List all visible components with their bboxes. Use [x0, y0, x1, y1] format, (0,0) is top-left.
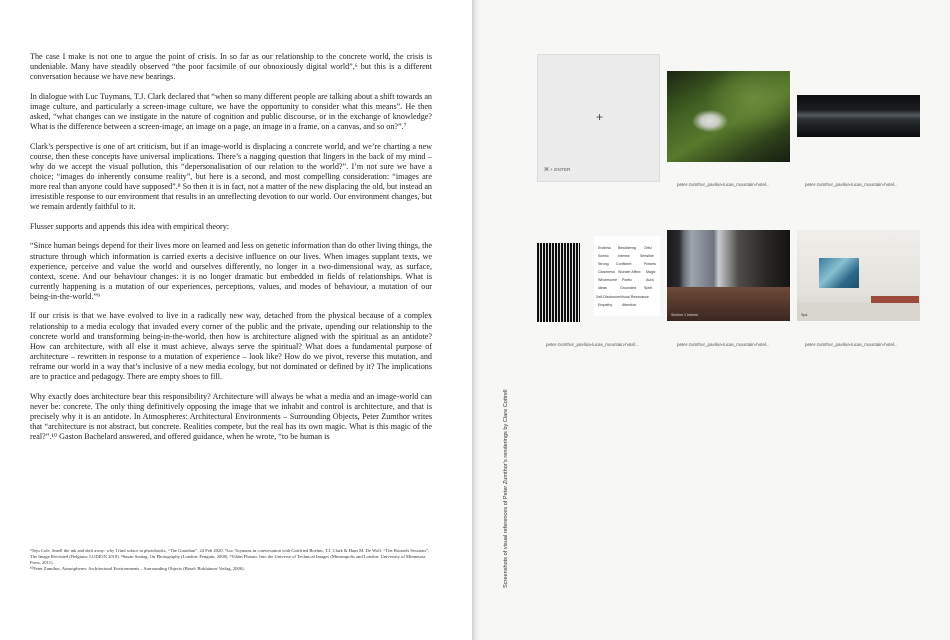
image-caption: peter-zumthor_pavlina-lucas_mountain-hotel... [805, 342, 898, 347]
paragraph: The case I make is not one to argue the point of crisis. In so far as our relationship to the concrete world, the crisis is undeniable. Many have steadily observed “the poor facsimile of our obnoxiously digital world”,⁶ but this is a different conversation because we have new bearings. [30, 52, 432, 82]
image-caption: peter-zumthor_pavlina-lucas_mountain-hotel... [805, 182, 898, 187]
paragraph: Flusser supports and appends this idea with empirical theory: [30, 221, 230, 231]
paragraph: Why exactly does architecture bear this responsibility? Architecture will always be what a media and an image-world can never be: concrete. The only thing definitively opposing the image that we inhabit and control is architecture, and that is precisely why it is an antidote. In Atmospheres: Architectural Environments – Surrounding Objects, Peter Zumthor writes that “architecture is not abstract, but concrete. Realities compete, but the real has its own magic. What is this magic of the real?”.¹⁰ Gaston Bachelard answered, and offered guidance, when he wrote, “to be human is [30, 391, 432, 441]
keyboard-shortcut-label: ⌘ + ENTER [544, 168, 571, 173]
diagram-word: Spirit [644, 286, 653, 290]
diagram-word: Ideas [598, 286, 607, 290]
footnote: ⁶Teju Cole, Smell the ink and drift away: why I find solace in photobooks, “The Guardian”, 24 Feb 2020. ⁷Luc Tuymans in conversation with Gottfried Boehm, T.J. Clark & Hans M. De Wolf, “The Brussels Sessions”, The Image Revisited (Belgium: LUDION 2018). ⁸Susan Sontag, On Photography (London: Penguin, 2008). ⁹Vilém Flusser, Into the Universe of Technical Images (Minneapolis and London: University of Minnesota Press, 2011). [30, 548, 430, 566]
diagram-word: Aura [646, 278, 654, 282]
tile-label: Section 1 Interior [671, 313, 699, 317]
image-mountain-aerial[interactable] [667, 71, 790, 162]
diagram-word: Attention [622, 303, 637, 307]
footnote: ¹⁰Peter Zumthor, Atmospheres: Architectural Environments – Surrounding Objects (Basel: Birkhäuser Verlag, 2006). [30, 566, 245, 572]
paragraph: If our crisis is that we have evolved to live in a radically new way, detached from the physical because of a complex relationship to a media ecology that invaded every corner of the public and the private, upending our relationship to the concrete world and transforming being-in-the-world, then how is architecture aligned with the spiritual as an antidote? How can architecture, with all else it must achieve, always serve the spiritual? What does a fundamental purpose of architecture – rewritten in response to a mutation of experience – look like? How do we pivot, reverse this mutation, and reframe our world in a way that’s inclusive of a new media ecology, but not dominated or defined by it? The implications are to practice and pedagogy. There are empty shoes to fill. [30, 311, 432, 382]
diagram-word: Closeness [598, 270, 615, 274]
image-vertical-lines[interactable] [537, 243, 580, 322]
window [819, 258, 859, 288]
add-image-placeholder[interactable] [537, 54, 660, 182]
image-interior-dark[interactable] [667, 230, 790, 321]
diagram-word: Sensible [640, 254, 654, 258]
diagram-word: Confident [616, 262, 632, 266]
image-word-diagram[interactable] [594, 236, 660, 316]
paragraph: Clark’s perspective is one of art criticism, but if an image-world is displacing a concrete world, and we’re charting a new course, then these concepts have universal implications. There’s a nagging question that lingers in the back of my mind – why do we accept the visual pollution, this “depersonalisation of our relation to the world?”. I’m not sure we have a choice; “images do inherently consume reality”, but here is a second, and most compelling consideration: “images are more real than anyone could have supposed”.⁸ So then it is in fact, not a matter of the new displacing the old, but instead an irresistible response to our environment that results in an unreflecting devotion to our world. Our environment changes, but we remain ardently faithful to it. [30, 141, 432, 212]
diagram-word: Powers [644, 262, 656, 266]
diagram-word: Self-Disclosure [596, 295, 621, 299]
diagram-word: Visual Resonance [620, 295, 649, 299]
diagram-word: Wholesome [598, 278, 617, 282]
image-caption: peter-zumthor_pavlina-lucas_mountain-hotel... [677, 342, 770, 347]
step [797, 303, 920, 321]
diagram-word: Poetic [622, 278, 632, 282]
diagram-word: Empathy [598, 303, 613, 307]
book-gutter [472, 0, 480, 640]
diagram-word: Endless [598, 246, 611, 250]
diagram-word: Intense [618, 254, 630, 258]
diagram-word: Magic [646, 270, 656, 274]
body-text [30, 52, 432, 452]
diagram-word: Strong [598, 262, 609, 266]
plus-icon[interactable]: + [596, 110, 604, 124]
image-caption: peter-zumthor_pavlina-lucas_mountain-hotel... [546, 342, 639, 347]
diagram-word: Wonder Affect [618, 270, 641, 274]
diagram-word: Grounded [620, 286, 636, 290]
image-caption: peter-zumthor_pavlina-lucas_mountain-hotel... [677, 182, 770, 187]
image-interior-light[interactable] [797, 230, 920, 321]
image-mountain-night[interactable] [797, 95, 920, 137]
tile-label: Spa [801, 313, 808, 317]
paragraph: In dialogue with Luc Tuymans, T.J. Clark declared that “when so many different people are talking about a shift towards an image culture, and particularly a screen-image culture, we have the opportunity to consider what this means”. He then asked, “what changes can we instigate in the nature of cognition and public discourse, or in the exchange of knowledge? What is the difference between a screen-image, an image on a page, an image in a frame, on a canvas, and so on?”.⁷ [30, 91, 432, 132]
left-page [0, 0, 472, 640]
vertical-caption: Screenshots of visual references of Peter Zumthor’s renderings by Clare Cottrell [503, 389, 509, 588]
diagram-word: Bewilderng [618, 246, 636, 250]
diagram-word: Scenic [598, 254, 609, 258]
footnotes [30, 548, 432, 572]
quote-paragraph: “Since human beings depend for their lives more on learned and less on genetic information than do other living things, the structure through which information is carried exerts a decisive influence on our lives. When images supplant texts, we experience, perceive and value the world and ourselves differently, no longer in a two-dimensional way, as surface, context, scene. And our behaviour changes: it is no longer dramatic but embedded in fields of relationships. What is currently happening is a mutation of our experiences, perceptions, values, and modes of behaviour, a mutation of our being-in-the-world.”⁹ [30, 241, 432, 301]
diagram-word: Ortsl [644, 246, 652, 250]
